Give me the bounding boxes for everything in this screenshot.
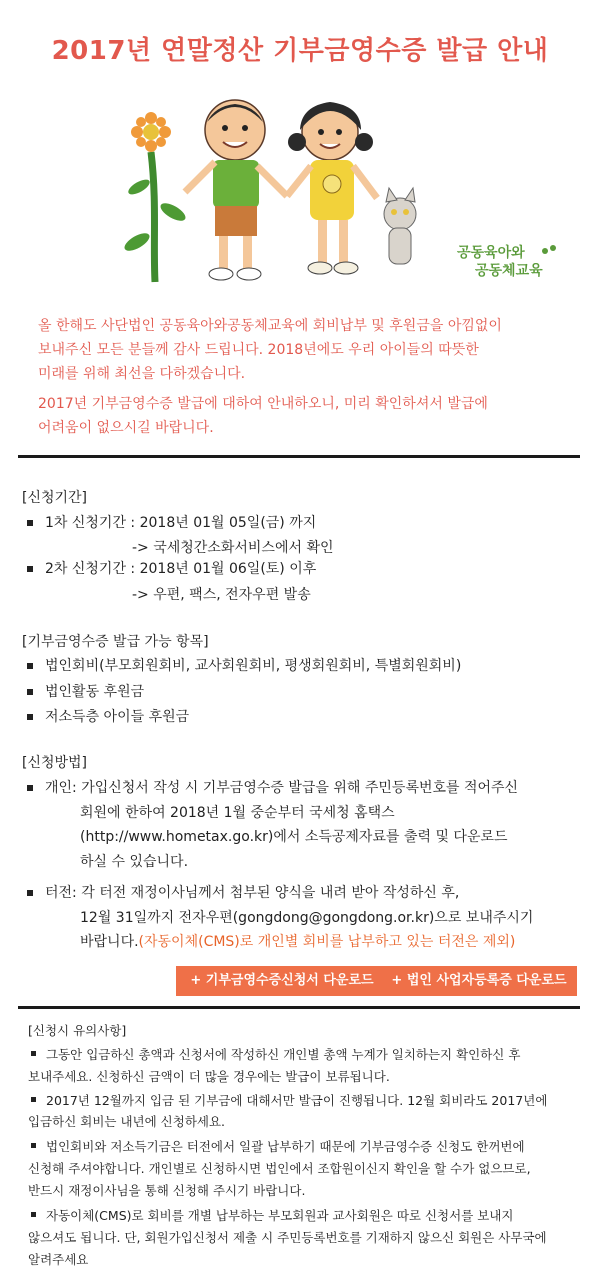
logo <box>455 242 575 282</box>
method-center-text: 바랍니다. <box>80 934 139 950</box>
intro-paragraph-1 <box>38 314 566 386</box>
items-list-item: 법인회비(부모회원회비, 교사회원회비, 평생회원회비, 특별회원회비) <box>45 658 462 674</box>
period-item-1-sub: -> 국세청간소화서비스에서 확인 <box>132 540 334 556</box>
intro-text: 올 한해도 사단법인 공동육아와공동체교육에 회비납부 및 후원금을 아낌없이 <box>38 318 502 334</box>
method-personal-line: 회원에 한하여 2018년 1월 중순부터 국세청 홈택스 <box>80 805 395 821</box>
note-4-line: 알려주세요 <box>28 1252 89 1267</box>
notes-heading: [신청시 유의사항] <box>28 1023 127 1038</box>
method-center-line <box>80 931 515 951</box>
bullet-icon <box>31 1212 36 1217</box>
bullet-icon <box>27 785 33 791</box>
bullet-icon <box>31 1051 36 1056</box>
method-personal-line: (http://www.hometax.go.kr)에서 소득공제자료를 출력 및 다운로드 <box>80 829 508 845</box>
method-center-exception: (자동이체(CMS)로 개인별 회비를 납부하고 있는 터전은 제외) <box>138 934 516 950</box>
bullet-icon <box>27 663 33 669</box>
note-4-line: 자동이체(CMS)로 회비를 개별 납부하는 부모회원과 교사회원은 따로 신청서를 보내지 <box>46 1208 514 1223</box>
download-certificate-button[interactable]: + 법인 사업자등록증 다운로드 <box>381 966 577 996</box>
items-list-item: 법인활동 후원금 <box>45 684 145 700</box>
note-1-line: 그동안 입금하신 총액과 신청서에 작성하신 개인별 총액 누계가 일치하는지 확인하신 후 <box>46 1047 521 1062</box>
method-center-line: 터전: 각 터전 재정이사님께서 첨부된 양식을 내려 받아 작성하신 후, <box>45 885 460 901</box>
items-list-item: 저소득층 아이들 후원금 <box>45 709 190 725</box>
intro-paragraph-2 <box>38 392 566 440</box>
bullet-icon <box>27 689 33 695</box>
period-heading: [신청기간] <box>22 490 88 506</box>
method-center-line: 12월 31일까지 전자우편(gongdong@gongdong.or.kr)으로 보내주시기 <box>80 910 534 926</box>
bullet-icon <box>27 566 33 572</box>
note-2-line: 입금하신 회비는 내년에 신청하세요. <box>28 1114 226 1129</box>
intro-text: 2017년 기부금영수증 발급에 대하여 안내하오니, 미리 확인하셔서 발급에 <box>38 396 488 412</box>
page-title: 2017년 연말정산 기부금영수증 발급 안내 <box>51 36 549 66</box>
note-3-line: 반드시 재정이사님을 통해 신청해 주시기 바랍니다. <box>28 1183 306 1198</box>
logo-leaf-icon <box>539 244 559 258</box>
note-2-line: 2017년 12월까지 입금 된 기부금에 대해서만 발급이 진행됩니다. 12월 회비라도 2017년에 <box>46 1093 548 1108</box>
bullet-icon <box>27 890 33 896</box>
divider <box>18 455 580 458</box>
items-heading: [기부금영수증 발급 가능 항목] <box>22 634 209 650</box>
method-heading: [신청방법] <box>22 755 88 771</box>
download-form-button[interactable]: + 기부금영수증신청서 다운로드 <box>176 966 388 996</box>
method-personal-line: 개인: 가입신청서 작성 시 기부금영수증 발급을 위해 주민등록번호를 적어주신 <box>45 780 519 796</box>
note-4-line: 않으셔도 됩니다. 단, 회원가입신청서 제출 시 주민등록번호를 기재하지 않으신 회원은 사무국에 <box>28 1230 547 1245</box>
bullet-icon <box>27 714 33 720</box>
period-item-1: 1차 신청기간 : 2018년 01월 05일(금) 까지 <box>45 515 317 531</box>
children-illustration <box>115 92 450 287</box>
logo-text-line2: 공동체교육 <box>475 263 543 279</box>
bullet-icon <box>31 1143 36 1148</box>
bullet-icon <box>27 520 33 526</box>
period-item-2: 2차 신청기간 : 2018년 01월 06일(토) 이후 <box>45 561 317 577</box>
intro-text: 어려움이 없으시길 바랍니다. <box>38 420 214 436</box>
note-3-line: 신청해 주셔야합니다. 개인별로 신청하시면 법인에서 조합원이신지 확인을 할 수가 없으므로, <box>28 1161 531 1176</box>
intro-text: 미래를 위해 최선을 다하겠습니다. <box>38 366 246 382</box>
note-3-line: 법인회비와 저소득기금은 터전에서 일괄 납부하기 때문에 기부금영수증 신청도 한꺼번에 <box>46 1139 525 1154</box>
intro-text: 보내주신 모든 분들께 감사 드립니다. 2018년에도 우리 아이들의 따뜻한 <box>38 342 479 358</box>
method-personal-line: 하실 수 있습니다. <box>80 854 189 870</box>
logo-text-line1: 공동육아와 <box>457 245 525 261</box>
note-1-line: 보내주세요. 신청하신 금액이 더 많을 경우에는 발급이 보류됩니다. <box>28 1069 390 1084</box>
period-item-2-sub: -> 우편, 팩스, 전자우편 발송 <box>132 587 311 603</box>
bullet-icon <box>31 1097 36 1102</box>
divider <box>18 1006 580 1009</box>
